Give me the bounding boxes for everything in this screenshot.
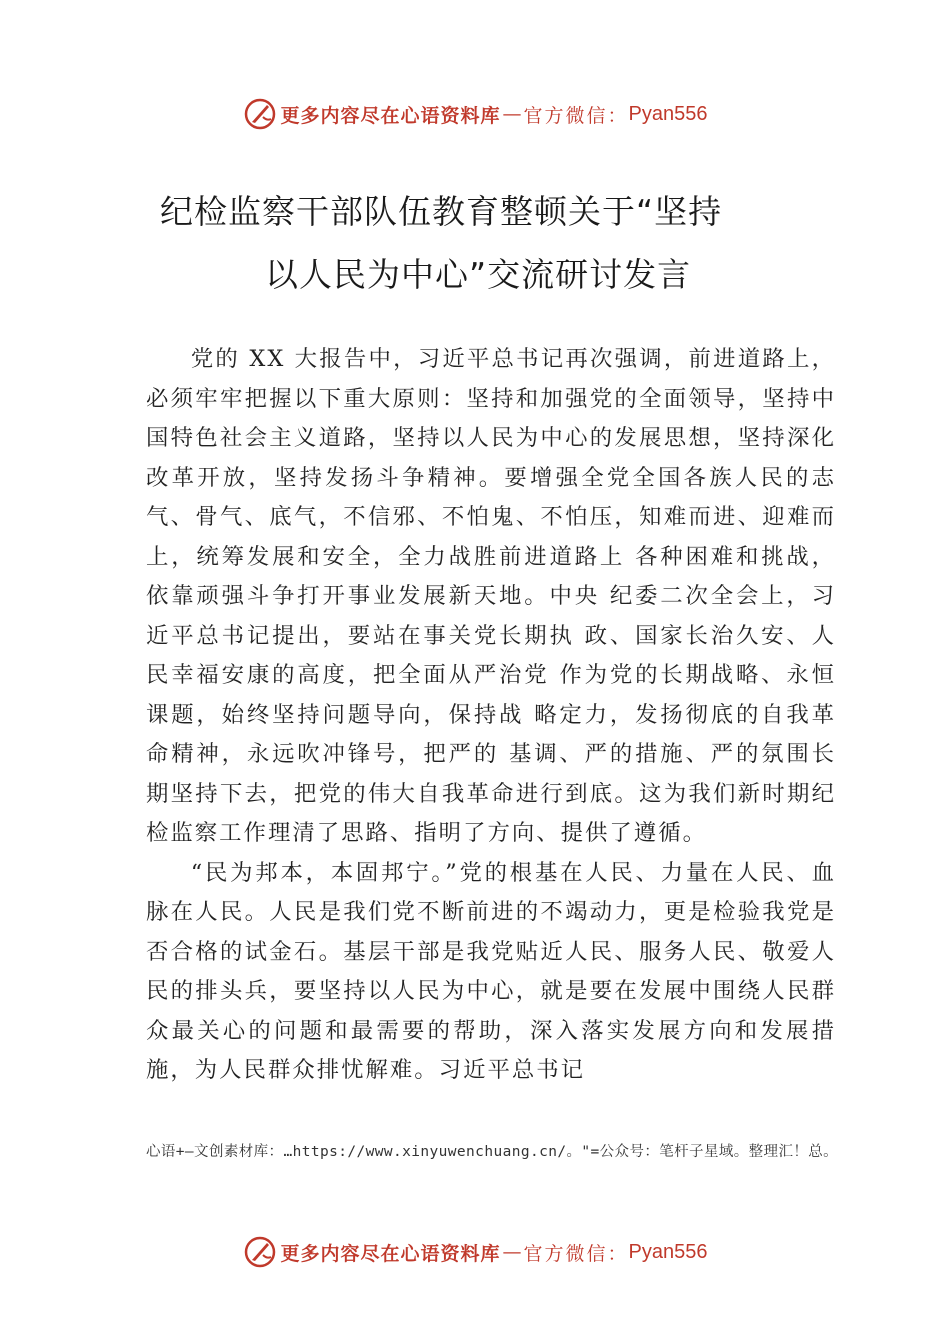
- paragraph: “民为邦本，本固邦宁。”党的根基在人民、力量在人民、血脉在人民。人民是我们党不断前进的不竭动力，更是检验我党是否合格的试金石。基层干部是我党贴近人民、服务人民、敬爱人民的排头兵，要坚持以人民为中心，就是要在发展中围绕人民群众最关心的问题和最需要的帮助，深入落实发展方向和发展措施，为人民群众排忧解难。习近平总书记: [146, 859, 836, 1083]
- banner-wechat-label: 官方微信：: [523, 104, 629, 127]
- doc-title-line1: 纪检监察干部队伍教育整顿关于“坚持: [160, 192, 723, 231]
- banner-wechat-id: Pyan556: [628, 102, 708, 125]
- banner-dash: —: [502, 103, 522, 125]
- quill-seal-icon: [243, 1235, 277, 1269]
- source-note: 心语+—文创素材库：…https://www.xinyuwenchuang.cn/。"=公众号：笔杆子星域。整理汇！总。: [146, 1144, 839, 1160]
- banner-wechat-label: 官方微信：: [523, 1242, 629, 1265]
- banner-text: 更多内容尽在心语资料库: [280, 1242, 501, 1265]
- footer-banner: [0, 1232, 950, 1272]
- banner-text: 更多内容尽在心语资料库: [280, 104, 501, 127]
- document-body: [146, 340, 836, 1091]
- paragraph: 党的 XX 大报告中，习近平总书记再次强调，前进道路上，必须牢牢把握以下重大原则：坚持和加强党的全面领导，坚持中国特色社会主义道路，坚持以人民为中心的发展思想，坚持深化改革开放，坚持发扬斗争精神。要增强全党全国各族人民的志气、骨气、底气，不信邪、不怕鬼、不怕压，知难而进、迎难而上，统筹发展和安全，全力战胜前进道路上 各种困难和挑战，依靠顽强斗争打开事业发展新天地。中央 纪委二次全会上，习近平总书记提出，要站在事关党长期执 政、国家长治久安、人民幸福安康的高度，把全面从严治党 作为党的长期战略、永恒课题，始终坚持问题导向，保持战 略定力，发扬彻底的自我革命精神，永远吹冲锋号，把严的 基调、严的措施、严的氛围长期坚持下去，把党的伟大自我革命进行到底。这为我们新时期纪检监察工作理清了思路、指明了方向、提供了遵循。: [146, 346, 836, 846]
- banner-dash: —: [502, 1241, 522, 1263]
- banner-wechat-id: Pyan556: [628, 1240, 708, 1263]
- quill-seal-icon: [243, 97, 277, 131]
- doc-title-line2: 以人民为中心”交流研讨发言: [265, 255, 692, 294]
- header-banner: [0, 94, 950, 134]
